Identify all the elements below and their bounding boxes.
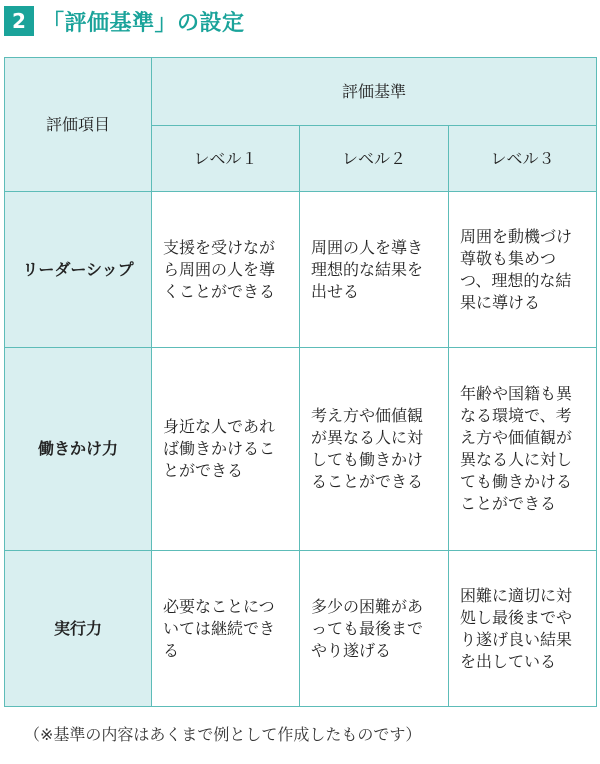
execution-level-3-cell: 困難に適切に対処し最後までやり遂げ良い結果を出している <box>449 551 597 707</box>
row-item-execution: 実行力 <box>5 551 152 707</box>
influence-level-1-cell: 身近な人であれば働きかけることができる <box>152 348 300 551</box>
leadership-level-1-cell: 支援を受けながら周囲の人を導くことができる <box>152 192 300 348</box>
table-row <box>5 192 597 348</box>
table-row <box>5 348 597 551</box>
footnote: （※基準の内容はあくまで例として作成したものです） <box>24 725 422 744</box>
leadership-level-2-cell: 周囲の人を導き理想的な結果を出せる <box>300 192 449 348</box>
criteria-column-header: 評価基準 <box>152 58 597 126</box>
execution-level-2-cell: 多少の困難があっても最後までやり遂げる <box>300 551 449 707</box>
item-column-header: 評価項目 <box>5 58 152 192</box>
evaluation-criteria-table <box>4 57 597 707</box>
row-item-influence: 働きかけ力 <box>5 348 152 551</box>
execution-level-1-cell: 必要なことについては継続できる <box>152 551 300 707</box>
level-2-header: レベル２ <box>300 126 449 192</box>
section-title: 「評価基準」の設定 <box>42 10 245 36</box>
table-row <box>5 551 597 707</box>
influence-level-2-cell: 考え方や価値観が異なる人に対しても働きかけることができる <box>300 348 449 551</box>
leadership-level-3-cell: 周囲を動機づけ尊敬も集めつつ、理想的な結果に導ける <box>449 192 597 348</box>
section-number-badge: 2 <box>4 6 34 36</box>
level-3-header: レベル３ <box>449 126 597 192</box>
row-item-leadership: リーダーシップ <box>5 192 152 348</box>
table-header-row <box>5 58 597 126</box>
influence-level-3-cell: 年齢や国籍も異なる環境で、考え方や価値観が異なる人に対しても働きかけることができる <box>449 348 597 551</box>
level-1-header: レベル１ <box>152 126 300 192</box>
section-header <box>4 4 245 38</box>
